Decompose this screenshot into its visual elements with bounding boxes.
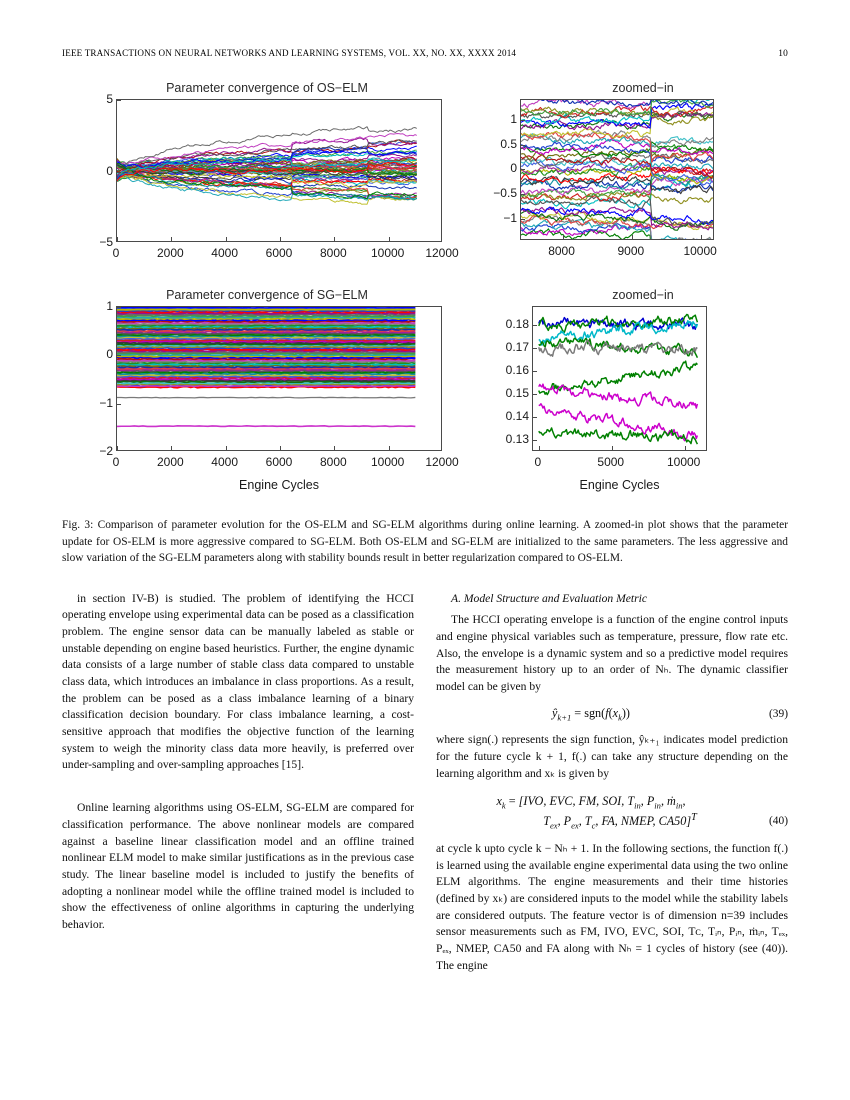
xtick-mark xyxy=(226,237,227,241)
equation-40-number: (40) xyxy=(769,815,788,828)
ytick-mark xyxy=(521,120,525,121)
x-axis-sg-elm-zoom xyxy=(532,453,707,471)
y-axis-os-elm-full xyxy=(92,92,116,249)
ytick-mark xyxy=(117,100,121,101)
series-line xyxy=(521,229,713,239)
xtick-mark xyxy=(563,235,564,239)
panel-title-os-elm: Parameter convergence of OS−ELM xyxy=(166,81,368,95)
left-column xyxy=(62,591,414,975)
xtick-label: 6000 xyxy=(265,246,293,260)
ytick-mark xyxy=(533,348,537,349)
equation-40-body-2: $T_{ex}$, $P_{ex}$, $T_c$, FA, NMEP, CA50]$^T$ xyxy=(543,812,697,831)
xtick-label: 4000 xyxy=(211,246,239,260)
xtick-mark xyxy=(632,235,633,239)
xtick-mark xyxy=(389,446,390,450)
ytick-mark xyxy=(117,355,121,356)
panel-title-sg-elm: Parameter convergence of SG−ELM xyxy=(166,288,368,302)
xtick-mark xyxy=(117,237,118,241)
ytick-label: 0.13 xyxy=(505,432,529,447)
xtick-label: 8000 xyxy=(319,455,347,469)
series-line xyxy=(117,329,415,330)
ytick-mark xyxy=(533,394,537,395)
xtick-label: 0 xyxy=(112,246,120,260)
equation-40 xyxy=(436,793,788,833)
xtick-label: 10000 xyxy=(683,244,717,258)
series-line xyxy=(539,384,698,408)
equation-40-line-2 xyxy=(436,811,788,832)
figure-caption-label: Fig. 3: xyxy=(62,519,94,531)
ytick-label: 0.18 xyxy=(505,317,529,332)
xtick-mark xyxy=(612,446,613,450)
xtick-label: 4000 xyxy=(211,455,239,469)
ytick-mark xyxy=(533,417,537,418)
ytick-mark xyxy=(521,145,525,146)
xtick-mark xyxy=(334,237,335,241)
ytick-label: 1 xyxy=(106,299,113,313)
equation-40-line-1 xyxy=(436,793,788,812)
equation-39-body: $ŷ_{k+1} = sgn(f(x_k))$ xyxy=(551,705,630,723)
series-line xyxy=(117,386,415,387)
panel-title-sg-elm-zoom: zoomed−in xyxy=(612,288,674,302)
plot-canvas xyxy=(117,100,441,241)
ytick-mark xyxy=(533,440,537,441)
ytick-label: −1 xyxy=(99,395,113,410)
xtick-label: 12000 xyxy=(425,455,459,469)
plot-canvas xyxy=(521,100,713,239)
right-column xyxy=(436,591,788,975)
equation-40-body-1: $x_k = [IVO$, EVC, FM, SOI, $T_{in}$, $P_{in}$, ṁ$_{in}$, xyxy=(496,793,686,810)
xtick-label: 10000 xyxy=(370,246,405,260)
xtick-mark xyxy=(280,237,281,241)
x-axis-os-elm-full xyxy=(112,244,459,262)
section-heading: A. Model Structure and Evaluation Metric xyxy=(451,591,647,605)
xtick-label: 2000 xyxy=(156,246,184,260)
xtick-mark xyxy=(280,446,281,450)
xtick-label: 5000 xyxy=(597,455,625,469)
xtick-label: 2000 xyxy=(156,455,184,469)
ytick-label: −2 xyxy=(99,444,113,458)
ytick-label: 0.17 xyxy=(505,340,529,355)
series-line xyxy=(117,376,415,377)
plot-sg-elm-full xyxy=(116,306,442,451)
right-paragraph-2: where sign(.) represents the sign function, ŷₖ₊₁ indicates model prediction for the future cycle k + 1, f(.) can take any structure depending on the learning algorithm and xₖ is given by xyxy=(436,733,788,780)
running-head xyxy=(62,48,788,59)
series-line xyxy=(117,307,415,308)
ytick-mark xyxy=(521,169,525,170)
xtick-label: 8000 xyxy=(319,246,347,260)
xtick-mark xyxy=(171,446,172,450)
ytick-label: 1 xyxy=(510,111,517,126)
series-line xyxy=(117,357,415,358)
series-line xyxy=(117,426,415,427)
series-line xyxy=(117,330,415,331)
xtick-label: 0 xyxy=(112,455,120,469)
xtick-mark xyxy=(117,446,118,450)
xtick-mark xyxy=(334,446,335,450)
journal-title: IEEE TRANSACTIONS ON NEURAL NETWORKS AND LEARNING SYSTEMS, VOL. XX, NO. XX, XXXX 2014 xyxy=(62,48,517,58)
plot-sg-elm-zoom xyxy=(532,306,707,451)
xtick-label: 10000 xyxy=(370,455,405,469)
series-line xyxy=(117,346,415,347)
equation-39 xyxy=(436,705,788,724)
ytick-mark xyxy=(533,325,537,326)
equation-39-number: (39) xyxy=(769,707,788,720)
ytick-mark xyxy=(117,172,121,173)
xtick-mark xyxy=(685,446,686,450)
xtick-label: 0 xyxy=(534,455,542,469)
ytick-label: 0 xyxy=(106,163,113,178)
ytick-mark xyxy=(521,219,525,220)
panel-os-elm-zoom xyxy=(474,81,774,258)
right-paragraph-1: The HCCI operating envelope is a function of the engine control inputs and engine physical variables such as temperature, pressure, flow rate etc. Also, the envelope is a dynamic system and so a predictive model requires the measurement history up to an order of Nₕ. The dynamic classifier model can be given by xyxy=(436,613,788,694)
series-line xyxy=(117,354,415,355)
ytick-label: −1 xyxy=(503,210,517,225)
figure-caption xyxy=(62,517,788,567)
xlabel-sg-elm-zoom: Engine Cycles xyxy=(579,478,660,492)
y-axis-sg-elm-zoom xyxy=(474,306,532,451)
ytick-mark xyxy=(117,404,121,405)
ytick-label: 0.14 xyxy=(505,409,529,424)
xtick-mark xyxy=(539,446,540,450)
xtick-mark xyxy=(226,446,227,450)
right-paragraph-3: at cycle k upto cycle k − Nₕ + 1. In the following sections, the function f(.) is learned using the available engine experimental data using the two online ELM algorithms. The engine measurements and their time histories (defined by xₖ) are considered inputs to the model while the stability labels are considered outputs. The feature vector is of dimension n=39 includes sensor measurements such as FM, IVO, EVC, SOI, Tᴄ, Tᵢₙ, Pᵢₙ, ṁᵢₙ, Tₑₓ, Pₑₓ, NMEP, CA50 and FA along with Nₕ = 1 cycles of history (see (40)). The engine xyxy=(436,842,788,972)
figure-caption-text: Comparison of parameter evolution for the OS-ELM and SG-ELM algorithms during online learning. A zoomed-in plot shows that the parameter update for OS-ELM is more aggressive compared to SG-ELM. Both OS-ELM and SG-ELM are initialized to the same parameters. The less aggressive and slow variation of the SG-ELM parameters along with stability bounds result in better regularization compared to OS-ELM. xyxy=(62,519,788,565)
xtick-mark xyxy=(389,237,390,241)
ytick-label: 0.15 xyxy=(505,386,529,401)
xlabel-sg-elm-full: Engine Cycles xyxy=(239,478,319,492)
plot-os-elm-zoom xyxy=(520,99,714,240)
plot-os-elm-full xyxy=(116,99,442,242)
ytick-label: 5 xyxy=(106,92,113,106)
body-columns xyxy=(62,591,788,975)
plot-canvas xyxy=(117,307,441,450)
panel-sg-elm-zoom xyxy=(474,288,774,492)
panel-os-elm-full xyxy=(92,81,459,260)
left-paragraph-2: Online learning algorithms using OS-ELM, SG-ELM are compared for classification performance. The above nonlinear models are compared against a baseline linear classification model and an offline trained nonlinear ELM model to make similar justifications as in the previous case study. The linear baseline model is included to justify the benefits of adopting a nonlinear model while the offline trained model is included to show the effectiveness of online algorithms in capturing the underlying behavior. xyxy=(62,801,414,931)
x-axis-sg-elm-full xyxy=(112,453,459,471)
y-axis-sg-elm-full xyxy=(92,299,116,458)
xtick-label: 12000 xyxy=(425,246,459,260)
xtick-mark xyxy=(701,235,702,239)
ytick-label: 0 xyxy=(510,161,517,176)
page-number: 10 xyxy=(778,49,788,59)
y-axis-os-elm-zoom xyxy=(474,99,520,240)
ytick-label: −5 xyxy=(99,235,113,249)
xtick-label: 10000 xyxy=(666,455,701,469)
ytick-mark xyxy=(521,194,525,195)
xtick-label: 9000 xyxy=(617,244,645,258)
figure-panels xyxy=(62,81,788,511)
ytick-label: 0.5 xyxy=(500,136,517,151)
x-axis-os-elm-zoom xyxy=(520,242,717,260)
xtick-label: 6000 xyxy=(265,455,293,469)
series-line xyxy=(539,361,698,394)
panel-sg-elm-full xyxy=(92,288,459,492)
ytick-mark xyxy=(117,307,121,308)
ytick-label: 0 xyxy=(106,347,113,362)
series-line xyxy=(117,341,415,342)
xtick-label: 8000 xyxy=(548,244,575,258)
ytick-mark xyxy=(533,371,537,372)
panel-title-os-elm-zoom: zoomed−in xyxy=(612,81,674,95)
left-paragraph-1: in section IV-B) is studied. The problem of identifying the HCCI operating envelope using experimental data can be posed as a classification problem. The engine sensor data can be manually labeled as stable or unstable depending on engine based heuristics. Further, the engine dynamic data consists of a large number of stable class data compared to unstable class data, which introduces an imbalance in class proportions. As a result, the problem can be posed as a class imbalance learning of a binary classification decision boundary. For class imbalance learning, a cost-sensitive approach that modifies the objective function of the learning system to weigh the minority class data more heavily, is preferred over under-sampling and over-sampling approaches [15]. xyxy=(62,591,414,772)
ytick-label: −0.5 xyxy=(493,186,517,200)
figure-3 xyxy=(62,81,788,567)
ytick-label: 0.16 xyxy=(505,363,529,378)
xtick-mark xyxy=(171,237,172,241)
plot-canvas xyxy=(533,307,706,450)
